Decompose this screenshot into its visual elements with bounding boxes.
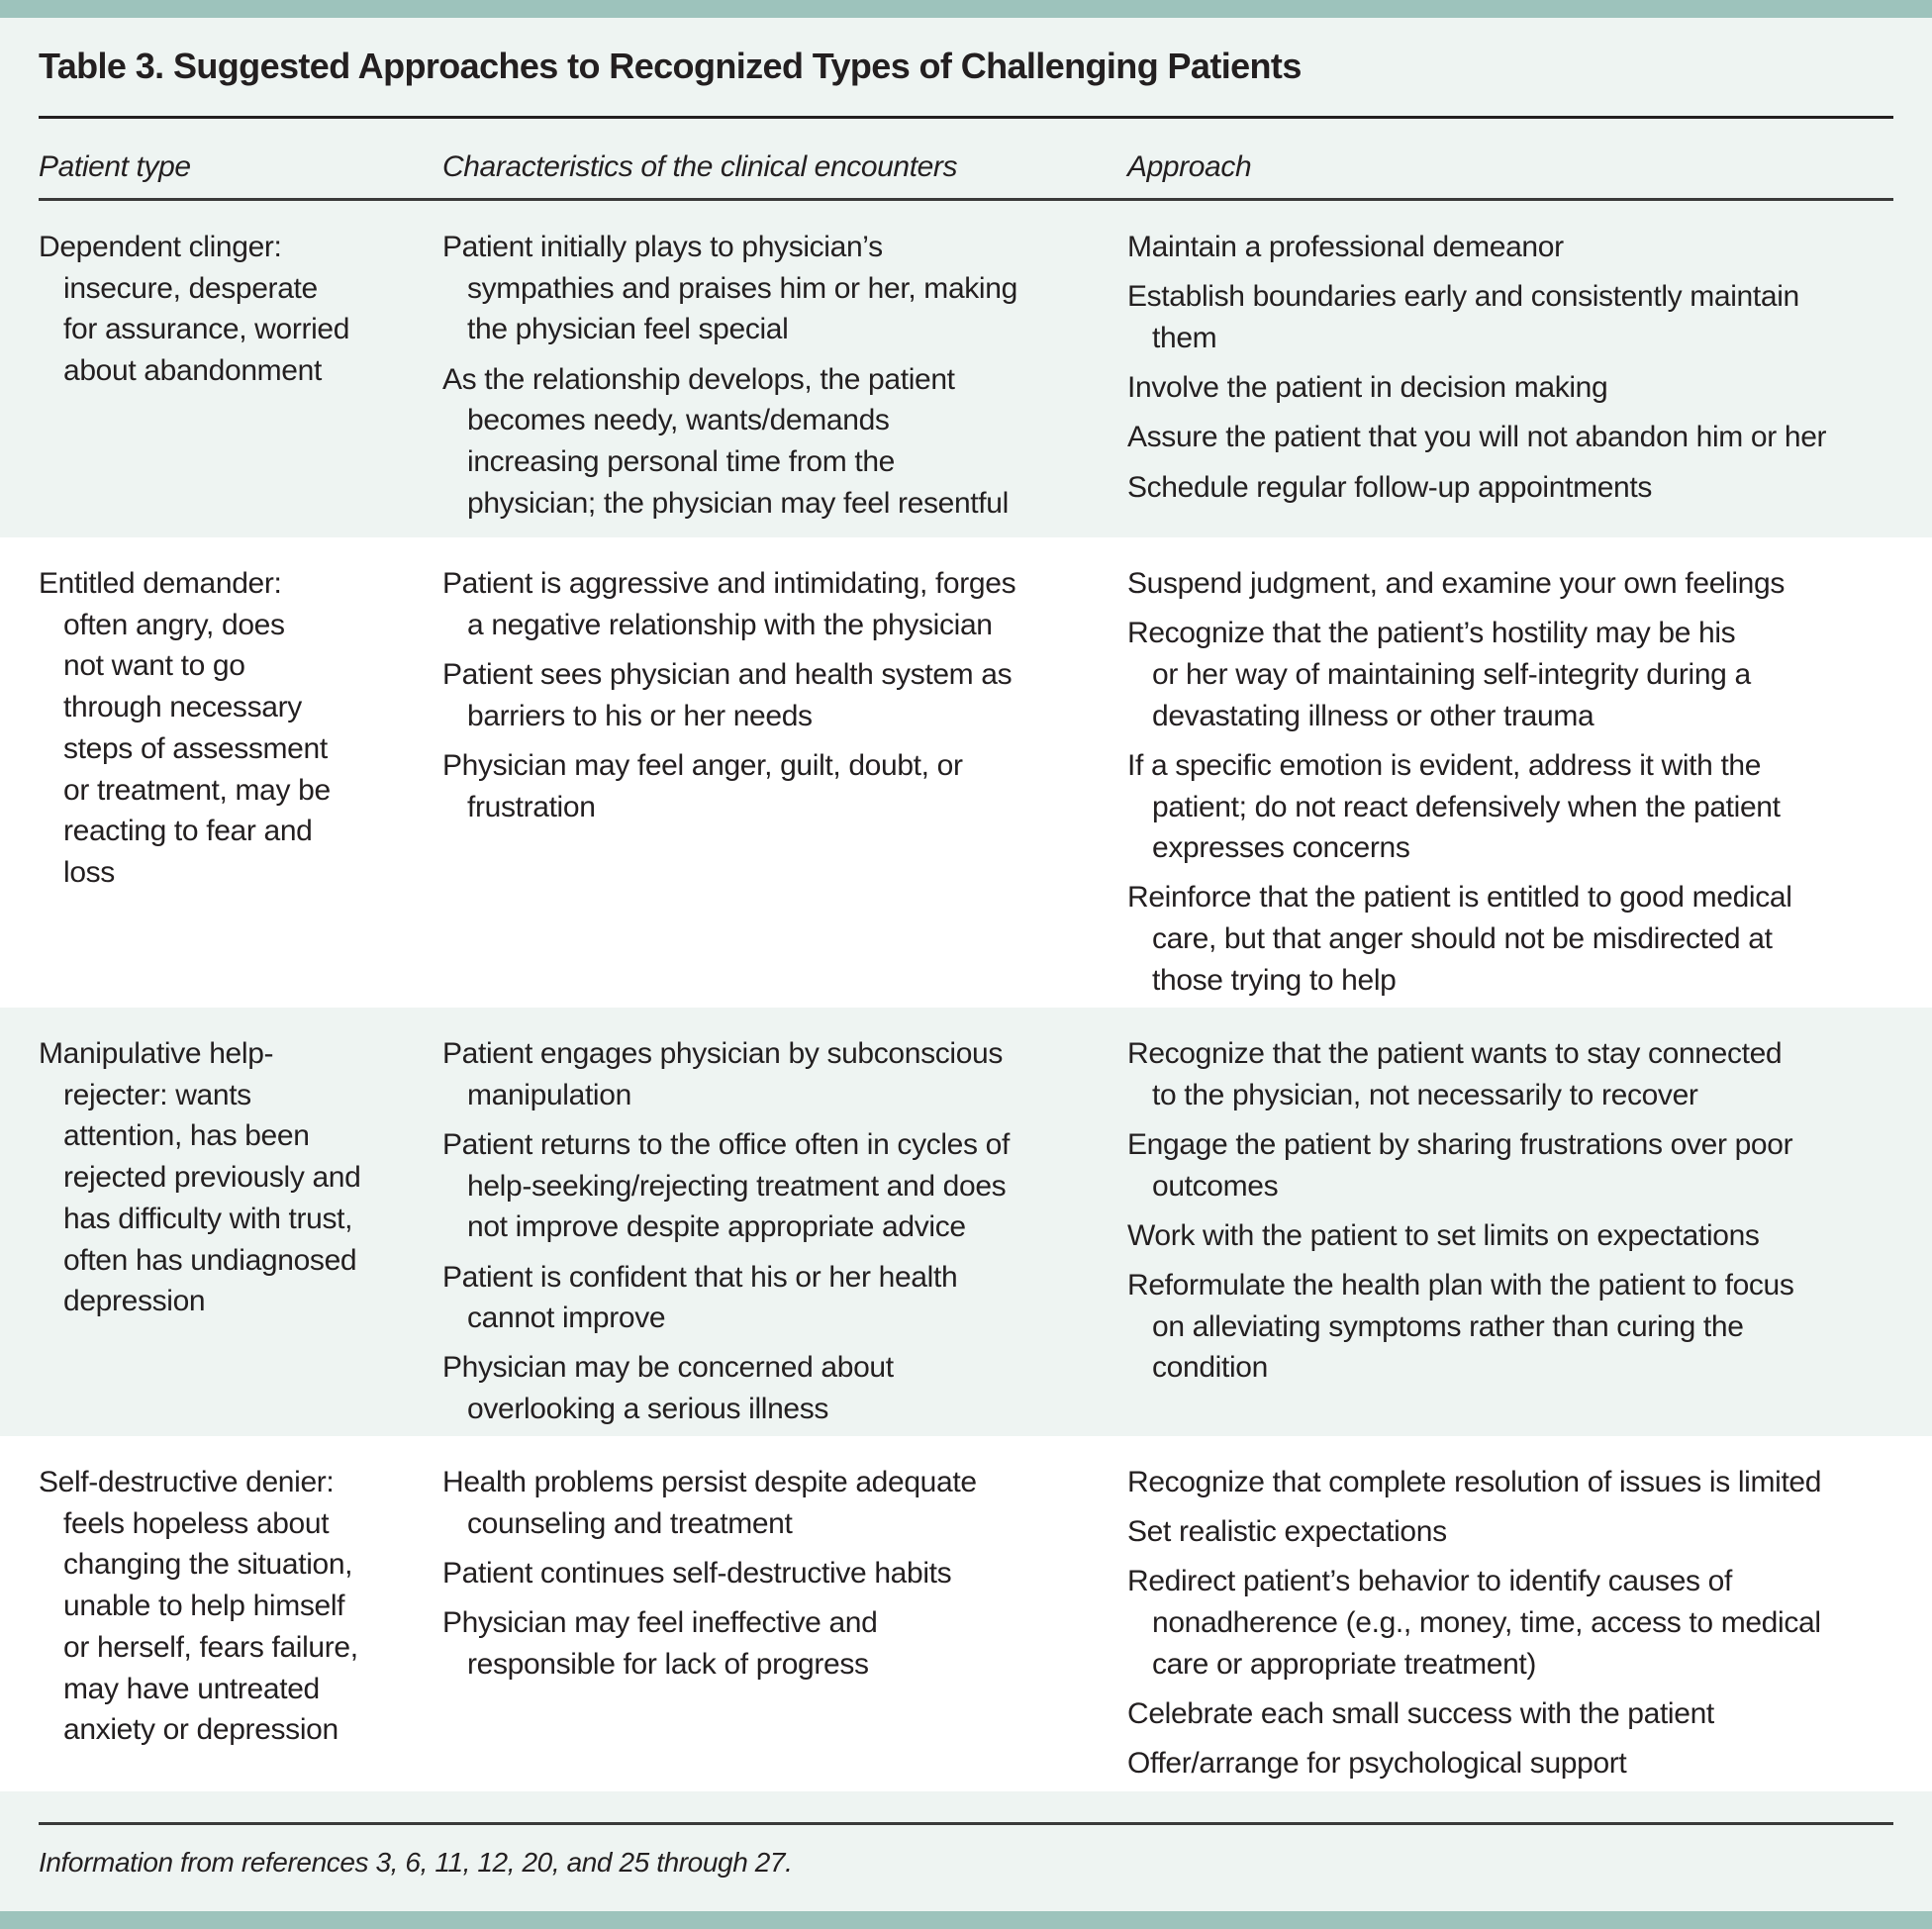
cell-text-line: reacting to fear and bbox=[63, 815, 313, 848]
cell-paragraph bbox=[442, 1033, 1115, 1115]
cell-text-line: devastating illness or other trauma bbox=[1152, 699, 1594, 732]
cell-paragraph bbox=[442, 1257, 1115, 1339]
cell-paragraph bbox=[1127, 1215, 1899, 1257]
cell-text-line: Recognize that the patient’s hostility may be his bbox=[1127, 617, 1736, 650]
cell-text-line: increasing personal time from the bbox=[467, 445, 895, 479]
cell-paragraph bbox=[39, 563, 425, 894]
cell-paragraph bbox=[1127, 1033, 1899, 1115]
cell-text-line: unable to help himself bbox=[63, 1590, 345, 1623]
cell-paragraph bbox=[1127, 745, 1899, 869]
cell-text-line: physician; the physician may feel resentful bbox=[467, 486, 1009, 520]
cell-text-line: counseling and treatment bbox=[467, 1506, 793, 1540]
cell-text-line: not want to go bbox=[63, 649, 245, 683]
patient-type-cell bbox=[39, 1033, 425, 1330]
cell-text-line: Suspend judgment, and examine your own feelings bbox=[1127, 567, 1785, 600]
cell-text-line: Patient returns to the office often in cycles of bbox=[442, 1127, 1010, 1161]
cell-text-line: loss bbox=[63, 855, 115, 889]
characteristics-cell bbox=[442, 1462, 1115, 1693]
patient-type-cell bbox=[39, 563, 425, 902]
cell-paragraph bbox=[442, 1124, 1115, 1248]
cell-text-line: depression bbox=[63, 1285, 206, 1318]
cell-text-line: Physician may feel anger, guilt, doubt, or bbox=[442, 748, 963, 782]
title-rule bbox=[39, 116, 1893, 119]
cell-paragraph bbox=[1127, 1561, 1899, 1685]
cell-paragraph bbox=[1127, 276, 1899, 358]
cell-text-line: Redirect patient’s behavior to identify causes of bbox=[1127, 1565, 1732, 1598]
cell-text-line: care or appropriate treatment) bbox=[1152, 1647, 1537, 1681]
approach-cell bbox=[1127, 227, 1899, 517]
cell-paragraph bbox=[1127, 877, 1899, 1001]
cell-paragraph bbox=[442, 563, 1115, 645]
approach-cell bbox=[1127, 1462, 1899, 1792]
cell-text-line: Engage the patient by sharing frustrations over poor bbox=[1127, 1127, 1793, 1161]
characteristics-cell bbox=[442, 227, 1115, 532]
cell-paragraph bbox=[39, 1033, 425, 1322]
patient-type-cell bbox=[39, 1462, 425, 1759]
table-title: Table 3. Suggested Approaches to Recognized Types of Challenging Patients bbox=[39, 46, 1302, 86]
cell-text-line: Entitled demander: bbox=[39, 567, 282, 600]
cell-paragraph bbox=[442, 1347, 1115, 1429]
cell-text-line: Manipulative help- bbox=[39, 1037, 274, 1070]
cell-paragraph bbox=[1127, 1462, 1899, 1503]
cell-text-line: cannot improve bbox=[467, 1302, 666, 1335]
cell-text-line: nonadherence (e.g., money, time, access to medical bbox=[1152, 1606, 1821, 1640]
footer-rule bbox=[39, 1822, 1893, 1825]
cell-text-line: rejecter: wants bbox=[63, 1078, 251, 1111]
cell-text-line: Involve the patient in decision making bbox=[1127, 371, 1608, 405]
cell-text-line: on alleviating symptoms rather than curing the bbox=[1152, 1309, 1744, 1343]
cell-text-line: Patient continues self-destructive habits bbox=[442, 1556, 952, 1590]
approach-cell bbox=[1127, 563, 1899, 1010]
cell-text-line: Recognize that complete resolution of issues is limited bbox=[1127, 1466, 1822, 1498]
cell-paragraph bbox=[1127, 1124, 1899, 1206]
cell-paragraph bbox=[1127, 367, 1899, 409]
cell-paragraph bbox=[1127, 1265, 1899, 1389]
cell-text-line: care, but that anger should not be misdirected at bbox=[1152, 922, 1773, 956]
cell-paragraph bbox=[442, 745, 1115, 827]
table-row bbox=[0, 1436, 1932, 1791]
cell-text-line: through necessary bbox=[63, 691, 302, 724]
characteristics-cell bbox=[442, 1033, 1115, 1438]
cell-text-line: those trying to help bbox=[1152, 963, 1397, 997]
cell-text-line: sympathies and praises him or her, making bbox=[467, 271, 1017, 305]
cell-text-line: Reinforce that the patient is entitled to good medical bbox=[1127, 881, 1792, 915]
cell-text-line: help-seeking/rejecting treatment and does bbox=[467, 1169, 1007, 1203]
cell-text-line: or herself, fears failure, bbox=[63, 1630, 358, 1664]
cell-text-line: to the physician, not necessarily to recover bbox=[1152, 1078, 1698, 1111]
characteristics-cell bbox=[442, 563, 1115, 836]
cell-text-line: rejected previously and bbox=[63, 1161, 361, 1195]
cell-text-line: a negative relationship with the physician bbox=[467, 608, 993, 641]
cell-text-line: anxiety or depression bbox=[63, 1713, 338, 1747]
cell-text-line: frustration bbox=[467, 790, 596, 823]
header-characteristics: Characteristics of the clinical encounters bbox=[442, 150, 958, 183]
cell-text-line: Celebrate each small success with the patient bbox=[1127, 1697, 1714, 1731]
cell-text-line: patient; do not react defensively when the patient bbox=[1152, 790, 1781, 823]
cell-paragraph bbox=[442, 1602, 1115, 1685]
bottom-accent-bar bbox=[0, 1911, 1932, 1929]
cell-text-line: Schedule regular follow-up appointments bbox=[1127, 470, 1653, 504]
cell-text-line: becomes needy, wants/demands bbox=[467, 404, 890, 437]
approach-cell bbox=[1127, 1033, 1899, 1398]
cell-text-line: often angry, does bbox=[63, 608, 285, 641]
cell-paragraph bbox=[442, 359, 1115, 525]
cell-text-line: often has undiagnosed bbox=[63, 1243, 357, 1277]
cell-paragraph bbox=[39, 1462, 425, 1751]
cell-text-line: Patient engages physician by subconscious bbox=[442, 1037, 1004, 1070]
table-row bbox=[0, 537, 1932, 1008]
cell-paragraph bbox=[1127, 417, 1899, 458]
cell-text-line: attention, has been bbox=[63, 1119, 310, 1153]
cell-paragraph bbox=[1127, 467, 1899, 509]
cell-paragraph bbox=[442, 1553, 1115, 1594]
cell-text-line: manipulation bbox=[467, 1078, 631, 1111]
cell-text-line: Patient is confident that his or her health bbox=[442, 1260, 958, 1294]
cell-text-line: or her way of maintaining self-integrity during a bbox=[1152, 657, 1751, 691]
cell-text-line: insecure, desperate bbox=[63, 271, 318, 305]
cell-text-line: feels hopeless about bbox=[63, 1506, 330, 1540]
table-footnote: Information from references 3, 6, 11, 12, 20, and 25 through 27. bbox=[39, 1847, 793, 1878]
cell-text-line: Physician may be concerned about bbox=[442, 1351, 894, 1385]
cell-text-line: changing the situation, bbox=[63, 1548, 353, 1582]
cell-paragraph bbox=[442, 654, 1115, 736]
cell-text-line: responsible for lack of progress bbox=[467, 1647, 869, 1681]
cell-text-line: about abandonment bbox=[63, 354, 322, 388]
cell-text-line: barriers to his or her needs bbox=[467, 699, 813, 732]
cell-paragraph bbox=[1127, 1743, 1899, 1784]
table-row bbox=[0, 1008, 1932, 1436]
table-row bbox=[0, 201, 1932, 537]
cell-text-line: the physician feel special bbox=[467, 313, 789, 346]
cell-text-line: Assure the patient that you will not abandon him or her bbox=[1127, 421, 1827, 454]
cell-paragraph bbox=[1127, 1693, 1899, 1735]
cell-paragraph bbox=[1127, 613, 1899, 736]
cell-text-line: Recognize that the patient wants to stay connected bbox=[1127, 1037, 1783, 1070]
cell-text-line: Establish boundaries early and consistently maintain bbox=[1127, 280, 1799, 314]
cell-text-line: Patient sees physician and health system as bbox=[442, 657, 1013, 691]
cell-text-line: Patient initially plays to physician’s bbox=[442, 231, 883, 263]
top-accent-bar bbox=[0, 0, 1932, 18]
cell-paragraph bbox=[1127, 563, 1899, 605]
cell-text-line: not improve despite appropriate advice bbox=[467, 1210, 966, 1244]
cell-text-line: may have untreated bbox=[63, 1672, 320, 1705]
cell-text-line: steps of assessment bbox=[63, 731, 328, 765]
cell-text-line: Reformulate the health plan with the patient to focus bbox=[1127, 1269, 1794, 1302]
cell-text-line: As the relationship develops, the patient bbox=[442, 362, 955, 396]
cell-text-line: Patient is aggressive and intimidating, forges bbox=[442, 567, 1016, 600]
cell-text-line: Physician may feel ineffective and bbox=[442, 1606, 878, 1640]
cell-text-line: expresses concerns bbox=[1152, 831, 1410, 865]
cell-text-line: or treatment, may be bbox=[63, 773, 331, 807]
cell-text-line: condition bbox=[1152, 1351, 1268, 1385]
cell-paragraph bbox=[442, 227, 1115, 350]
header-patient-type: Patient type bbox=[39, 150, 191, 183]
cell-text-line: overlooking a serious illness bbox=[467, 1393, 829, 1426]
cell-text-line: Dependent clinger: bbox=[39, 231, 282, 263]
cell-text-line: for assurance, worried bbox=[63, 313, 350, 346]
header-approach: Approach bbox=[1127, 150, 1252, 183]
patient-type-cell bbox=[39, 227, 425, 400]
cell-text-line: Work with the patient to set limits on expectations bbox=[1127, 1218, 1760, 1252]
cell-text-line: outcomes bbox=[1152, 1169, 1279, 1203]
cell-text-line: Set realistic expectations bbox=[1127, 1515, 1447, 1549]
cell-paragraph bbox=[39, 227, 425, 392]
cell-text-line: If a specific emotion is evident, address it with the bbox=[1127, 748, 1762, 782]
cell-text-line: them bbox=[1152, 321, 1217, 354]
cell-text-line: Maintain a professional demeanor bbox=[1127, 231, 1564, 263]
cell-paragraph bbox=[442, 1462, 1115, 1544]
cell-text-line: Health problems persist despite adequate bbox=[442, 1466, 977, 1498]
cell-paragraph bbox=[1127, 1511, 1899, 1553]
cell-paragraph bbox=[1127, 227, 1899, 268]
cell-text-line: has difficulty with trust, bbox=[63, 1202, 353, 1235]
cell-text-line: Self-destructive denier: bbox=[39, 1466, 335, 1498]
cell-text-line: Offer/arrange for psychological support bbox=[1127, 1747, 1627, 1781]
